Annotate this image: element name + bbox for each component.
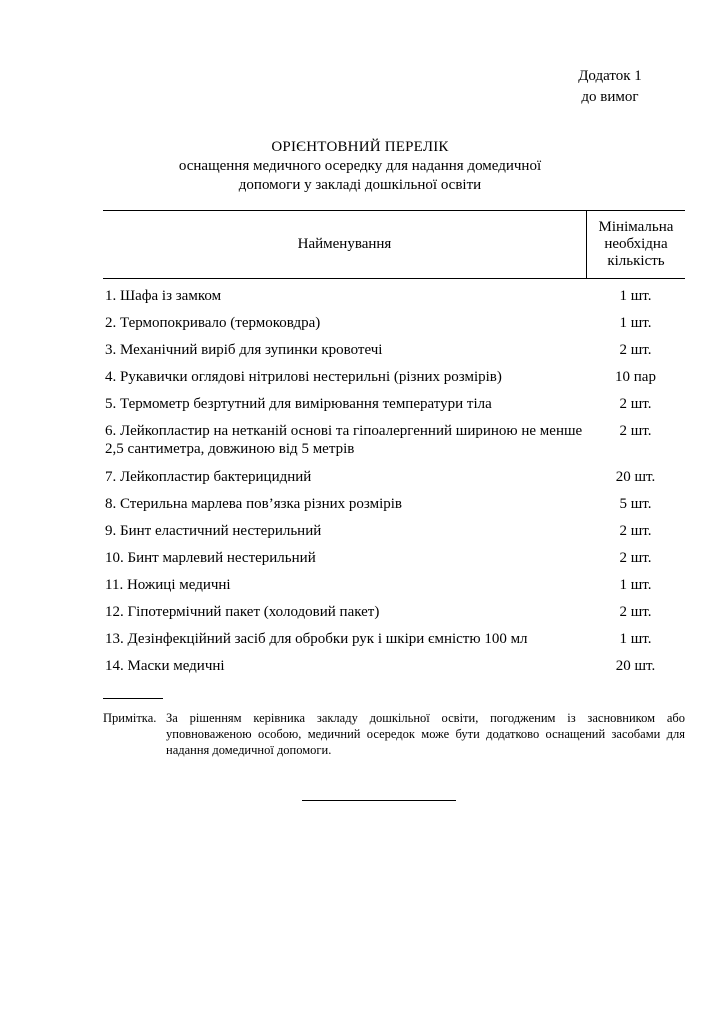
title-subheading-2: допомоги у закладі дошкільної освіти <box>238 177 482 193</box>
item-quantity: 1 шт. <box>619 631 652 647</box>
item-name: 8. Стерильна марлева пов’язка різних розмірів <box>105 496 403 512</box>
table-row <box>103 549 685 567</box>
table-row <box>103 287 685 305</box>
table-row <box>103 603 685 621</box>
document-title <box>130 138 590 195</box>
item-quantity: 5 шт. <box>619 496 652 512</box>
table-row <box>103 576 685 594</box>
document-end-line <box>302 800 456 801</box>
title-heading: ОРІЄНТОВНИЙ ПЕРЕЛІК <box>271 139 449 155</box>
table-row <box>103 468 685 486</box>
header-quantity-line-3: кількість <box>607 253 665 269</box>
header-name: Найменування <box>297 236 392 252</box>
item-quantity: 2 шт. <box>619 423 652 439</box>
footnote-label: Примітка. <box>103 711 157 725</box>
item-name: 6. Лейкопластир на нетканій основі та гіпоалергенний шириною не менше 2,5 сантиметра, довжиною від 5 метрів <box>105 423 583 457</box>
item-quantity: 2 шт. <box>619 396 652 412</box>
item-quantity: 2 шт. <box>619 604 652 620</box>
table-row <box>103 341 685 359</box>
item-quantity: 1 шт. <box>619 315 652 331</box>
item-quantity: 2 шт. <box>619 523 652 539</box>
table-row <box>103 630 685 648</box>
item-quantity: 1 шт. <box>619 577 652 593</box>
table-row <box>103 657 685 675</box>
item-name: 9. Бинт еластичний нестерильний <box>105 523 322 539</box>
item-name: 10. Бинт марлевий нестерильний <box>105 550 316 566</box>
table-row <box>103 395 685 413</box>
item-name: 3. Механічний виріб для зупинки кровотечі <box>105 342 383 358</box>
item-name: 13. Дезінфекційний засіб для обробки рук і шкіри ємністю 100 мл <box>105 631 528 647</box>
table-row <box>103 495 685 513</box>
item-name: 7. Лейкопластир бактерицидний <box>105 469 312 485</box>
header-quantity <box>587 219 685 270</box>
table-row <box>103 314 685 332</box>
table-row <box>103 368 685 386</box>
item-quantity: 20 шт. <box>615 658 656 674</box>
item-quantity: 1 шт. <box>619 288 652 304</box>
item-name: 11. Ножиці медичні <box>105 577 231 593</box>
header-quantity-line-2: необхідна <box>604 236 668 252</box>
header-quantity-line-1: Мінімальна <box>598 219 674 235</box>
item-name: 4. Рукавички оглядові нітрилові нестерильні (різних розмірів) <box>105 369 502 385</box>
item-quantity: 2 шт. <box>619 550 652 566</box>
table-row <box>103 422 685 458</box>
appendix-line-2: до вимог <box>581 89 639 105</box>
item-name: 12. Гіпотермічний пакет (холодовий пакет) <box>105 604 380 620</box>
item-name: 2. Термопокривало (термоковдра) <box>105 315 321 331</box>
equipment-table <box>103 210 685 674</box>
footnote <box>103 710 685 758</box>
item-name: 1. Шафа із замком <box>105 288 222 304</box>
table-row <box>103 522 685 540</box>
item-name: 5. Термометр безртутний для вимірювання температури тіла <box>105 396 492 412</box>
table-header <box>103 210 685 279</box>
item-quantity: 20 шт. <box>615 469 656 485</box>
item-quantity: 10 пар <box>615 369 656 385</box>
appendix-reference <box>540 66 680 108</box>
item-quantity: 2 шт. <box>619 342 652 358</box>
footnote-separator <box>103 698 163 699</box>
item-name: 14. Маски медичні <box>105 658 225 674</box>
title-subheading-1: оснащення медичного осередку для надання домедичної <box>178 158 542 174</box>
footnote-text: За рішенням керівника закладу дошкільної освіти, погодженим із засновником або уповноваженою особою, медичний осередок може бути додатково оснащений засобами для надання домедичної допомоги. <box>166 711 685 757</box>
appendix-line-1: Додаток 1 <box>578 68 642 84</box>
